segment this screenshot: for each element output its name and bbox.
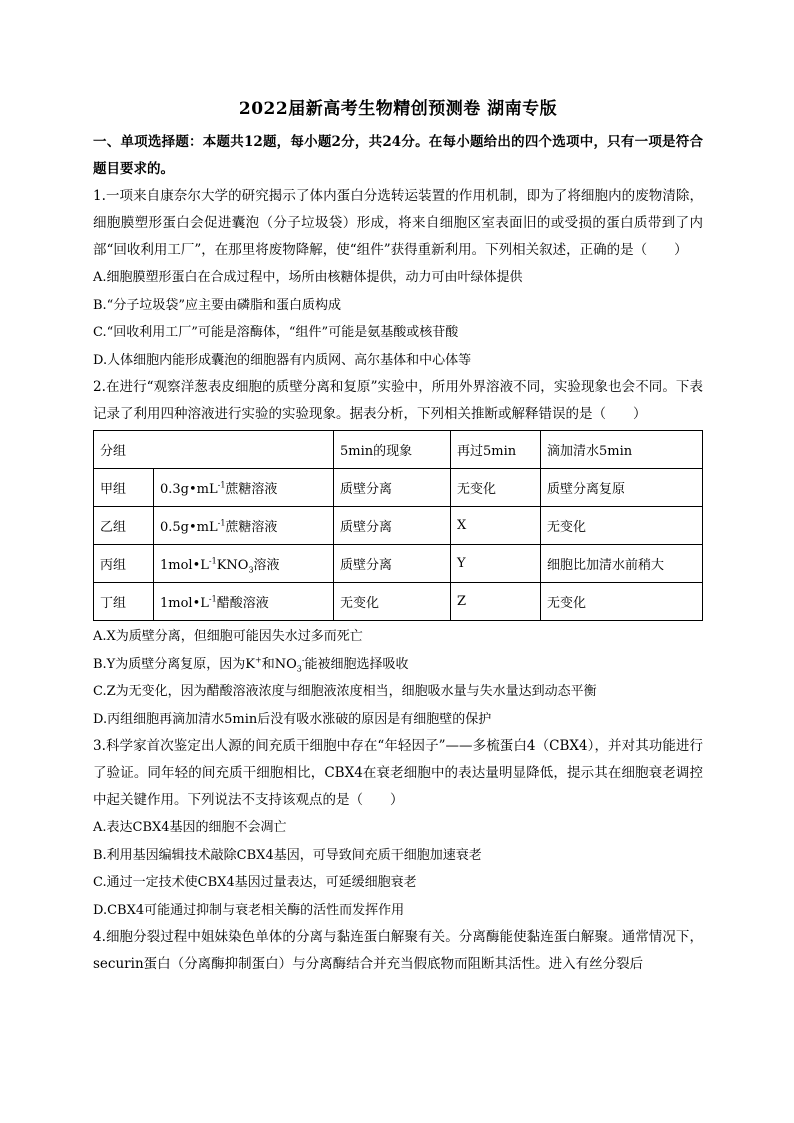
table-cell: 无变化 bbox=[451, 469, 541, 507]
question-2-stem: 2.在进行“观察洋葱表皮细胞的质壁分离和复原”实验中，所用外界溶液不同，实验现象也会不同。下表记录了利用四种溶液进行实验的实验现象。据表分析，下列相关推断或解释错误的是（ ） bbox=[93, 379, 703, 422]
table-header-row bbox=[94, 431, 703, 469]
header-add-water: 滴加清水5min bbox=[541, 431, 703, 469]
table-cell: 质壁分离 bbox=[334, 507, 451, 545]
table-cell: 质壁分离复原 bbox=[541, 469, 703, 507]
solution-cell: $0.5g•mL^{-1}$蔗糖溶液 bbox=[154, 507, 334, 545]
page-title: 2022届新高考生物精创预测卷 湖南专版 bbox=[238, 99, 558, 119]
solution-cell: $1mol•L^{-1}$醋酸溶液 bbox=[154, 583, 334, 621]
question-2-option-d: D.丙组细胞再滴加清水5min后没有吸水涨破的原因是有细胞壁的保护 bbox=[93, 711, 492, 727]
table-row bbox=[94, 469, 703, 507]
question-1-option-a: A.细胞膜塑形蛋白在合成过程中，场所由核糖体提供，动力可由叶绿体提供 bbox=[93, 270, 523, 285]
table-row bbox=[94, 507, 703, 545]
table-cell: Y bbox=[451, 545, 541, 583]
question-3-option-b: B.利用基因编辑技术敲除CBX4基因，可导致间充质干细胞加速衰老 bbox=[93, 847, 482, 863]
question-1-option-d: D.人体细胞内能形成囊泡的细胞器有内质网、高尔基体和中心体等 bbox=[93, 352, 472, 368]
group-cell: 丁组 bbox=[94, 583, 154, 621]
table-cell: 无变化 bbox=[541, 507, 703, 545]
table-row bbox=[94, 545, 703, 583]
question-1-stem: 1.一项来自康奈尔大学的研究揭示了体内蛋白分选转运装置的作用机制，即为了将细胞内的废物清除，细胞膜塑形蛋白会促进囊泡（分子垃圾袋）形成，将来自细胞区室表面旧的或受损的蛋白质带到了内部“回收利用工厂”，在那里将废物降解，使“组件”获得重新利用。下列相关叙述，正确的是（ ） bbox=[93, 188, 703, 258]
question-3-option-c: C.通过一定技术使CBX4基因过量表达，可延缓细胞衰老 bbox=[93, 875, 417, 890]
group-cell: 甲组 bbox=[94, 469, 154, 507]
question-1-option-b: B.“分子垃圾袋”应主要由磷脂和蛋白质构成 bbox=[93, 297, 341, 313]
question-2-option-b: B.Y为质壁分离复原，因为K+和$NO_3^-$能被细胞选择吸收 bbox=[93, 655, 409, 674]
table-cell: 无变化 bbox=[541, 583, 703, 621]
experiment-table bbox=[93, 430, 703, 621]
question-2-option-c: C.Z为无变化，因为醋酸溶液浓度与细胞液浓度相当，细胞吸水量与失水量达到动态平衡 bbox=[93, 684, 597, 699]
table-cell: 无变化 bbox=[334, 583, 451, 621]
question-2-option-a: A.X为质壁分离，但细胞可能因失水过多而死亡 bbox=[93, 629, 363, 644]
exam-page bbox=[93, 94, 703, 978]
table-row bbox=[94, 583, 703, 621]
section-heading: 一、单项选择题：本题共12题，每小题2分，共24分。在每小题给出的四个选项中，只有一项是符合题目要求的。 bbox=[93, 134, 703, 177]
question-3-option-a: A.表达CBX4基因的细胞不会凋亡 bbox=[93, 820, 287, 835]
solution-cell: $1mol•L^{-1}KNO_3$溶液 bbox=[154, 545, 334, 583]
question-4-stem: 4.细胞分裂过程中姐妹染色单体的分离与黏连蛋白解聚有关。分离酶能使黏连蛋白解聚。通常情况下，securin蛋白（分离酶抑制蛋白）与分离酶结合并充当假底物而阻断其活性。进入有丝分裂后 bbox=[93, 929, 703, 972]
header-5min: 5min的现象 bbox=[334, 431, 451, 469]
table-cell: 质壁分离 bbox=[334, 469, 451, 507]
table-cell: 细胞比加清水前稍大 bbox=[541, 545, 703, 583]
group-cell: 丙组 bbox=[94, 545, 154, 583]
table-cell: 质壁分离 bbox=[334, 545, 451, 583]
question-3-stem: 3.科学家首次鉴定出人源的间充质干细胞中存在“年轻因子”——多梳蛋白4（CBX4），并对其功能进行了验证。同年轻的间充质干细胞相比，CBX4在衰老细胞中的表达量明显降低，提示其在细胞衰老调控中起关键作用。下列说法不支持该观点的是（ ） bbox=[93, 738, 703, 808]
solution-cell: $0.3g•mL^{-1}$蔗糖溶液 bbox=[154, 469, 334, 507]
group-cell: 乙组 bbox=[94, 507, 154, 545]
header-another-5min: 再过5min bbox=[451, 431, 541, 469]
table-cell: X bbox=[451, 507, 541, 545]
question-3-option-d: D.CBX4可能通过抑制与衰老相关酶的活性而发挥作用 bbox=[93, 902, 405, 918]
question-1-option-c: C.“回收利用工厂”可能是溶酶体，“组件”可能是氨基酸或核苷酸 bbox=[93, 325, 459, 340]
header-group: 分组 bbox=[94, 431, 334, 469]
table-cell: Z bbox=[451, 583, 541, 621]
